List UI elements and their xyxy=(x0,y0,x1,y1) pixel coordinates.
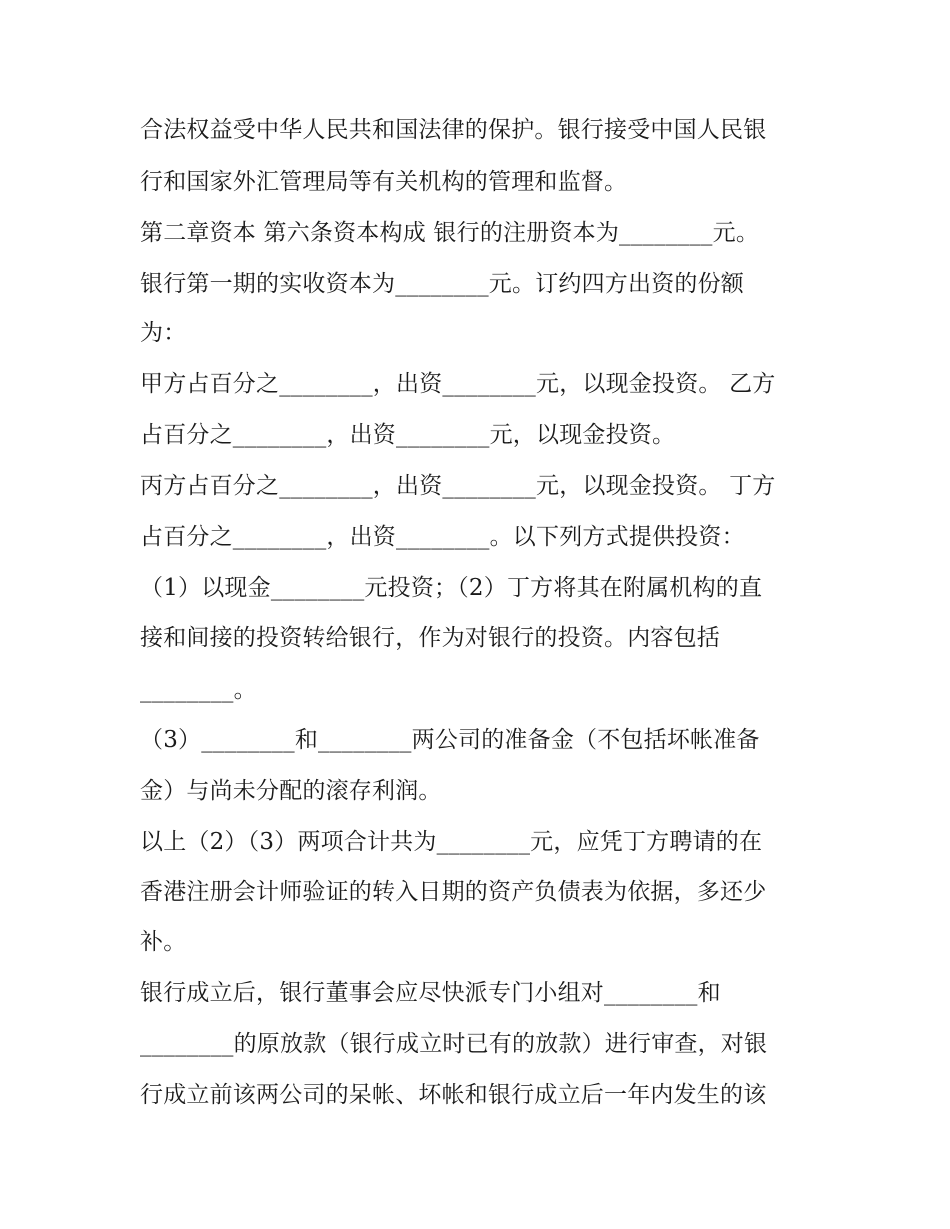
text-line: 第二章资本 第六条资本构成 银行的注册资本为________元。 xyxy=(140,220,760,246)
text-line: 以上（2）（3）两项合计共为________元，应凭丁方聘请的在 xyxy=(140,829,763,855)
text-line: （3）________和________两公司的准备金（不包括坏帐准备 xyxy=(140,727,760,753)
text-line: 银行第一期的实收资本为________元。订约四方出资的份额 xyxy=(140,271,744,297)
text-line: 合法权益受中华人民共和国法律的保护。银行接受中国人民银 xyxy=(140,117,767,143)
text-line: 香港注册会计师验证的转入日期的资产负债表为依据，多还少 xyxy=(140,879,767,905)
text-line: 行成立前该两公司的呆帐、坏帐和银行成立后一年内发生的该 xyxy=(140,1082,767,1108)
text-line: 接和间接的投资转给银行，作为对银行的投资。内容包括 xyxy=(140,625,720,651)
text-line: （1）以现金________元投资；（2）丁方将其在附属机构的直 xyxy=(140,575,763,601)
text-line: 占百分之________，出资________元，以现金投资。 xyxy=(140,422,676,448)
text-line: 行和国家外汇管理局等有关机构的管理和监督。 xyxy=(140,169,628,195)
text-line: 为： xyxy=(140,320,187,346)
text-line: ________的原放款（银行成立时已有的放款）进行审查，对银 xyxy=(140,1031,768,1057)
text-line: 丙方占百分之________，出资________元，以现金投资。 丁方 xyxy=(140,473,776,499)
text-line: 甲方占百分之________，出资________元，以现金投资。 乙方 xyxy=(140,371,776,397)
text-line: 占百分之________，出资________。以下列方式提供投资： xyxy=(140,524,745,550)
text-line: 金）与尚未分配的滚存利润。 xyxy=(140,778,442,804)
text-line: 银行成立后，银行董事会应尽快派专门小组对________和 xyxy=(140,980,721,1006)
text-line: ________。 xyxy=(140,677,257,703)
text-line: 补。 xyxy=(140,929,187,955)
